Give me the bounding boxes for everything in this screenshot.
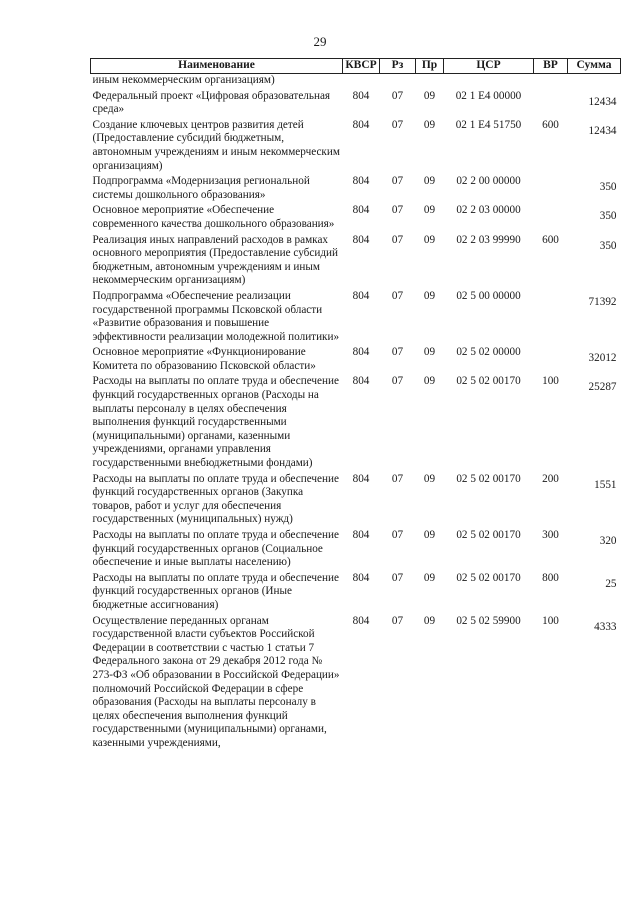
- row-csr: 02 2 03 00000: [456, 204, 521, 217]
- table-row: [91, 204, 621, 233]
- row-sum-value: 350: [599, 181, 617, 194]
- row-csr: 02 5 02 00170: [456, 472, 521, 485]
- row-name: Основное мероприятие «Функционирование Комитета по образованию Псковской области»: [92, 346, 316, 372]
- table-header: [91, 59, 621, 74]
- row-kvsr: 804: [352, 529, 370, 541]
- row-name: иным некоммерческим организациям): [92, 74, 275, 86]
- row-vr: [534, 175, 568, 204]
- row-rz: 07: [391, 472, 404, 485]
- row-pr: [416, 74, 444, 90]
- row-sum-value: 1551: [594, 478, 617, 491]
- row-vr: 100: [542, 375, 559, 388]
- table-row: [91, 119, 621, 175]
- row-pr: 09: [423, 233, 436, 246]
- row-rz: 07: [391, 175, 404, 188]
- row-kvsr: 804: [352, 571, 370, 584]
- row-csr: 02 1 Е4 00000: [455, 89, 522, 102]
- table-row: [91, 473, 621, 529]
- row-kvsr: 804: [352, 89, 370, 102]
- row-vr: [534, 204, 568, 233]
- header-csr: ЦСР: [444, 59, 534, 74]
- row-sum: [568, 375, 621, 472]
- row-vr: 800: [542, 571, 559, 584]
- row-csr: 02 5 02 00000: [456, 346, 521, 359]
- row-sum: [568, 119, 621, 175]
- row-csr: [444, 74, 534, 90]
- row-pr: 09: [423, 472, 436, 485]
- table-row: [91, 572, 621, 615]
- row-vr: [534, 346, 568, 375]
- header-sum: Сумма: [568, 59, 621, 74]
- table-body: [91, 74, 621, 753]
- row-pr: 09: [423, 614, 436, 627]
- row-csr: 02 5 02 00170: [456, 571, 521, 584]
- table-row: [91, 346, 621, 375]
- row-csr: 02 5 02 00170: [456, 375, 521, 388]
- row-vr: [534, 290, 568, 346]
- row-sum-value: 12434: [588, 124, 617, 137]
- row-sum: [568, 346, 621, 375]
- row-vr: 600: [542, 118, 559, 131]
- row-name: Расходы на выплаты по оплате труда и обеспечение функций государственных органов (Расходы на выплаты персоналу в целях обеспечения выполнения функций государственными (муниципальными) органами, казенными учреждениями, органами управления государственными внебюджетными фондами): [92, 375, 339, 470]
- row-kvsr: [343, 74, 380, 90]
- table-row: [91, 615, 621, 753]
- row-sum: [568, 74, 621, 90]
- row-rz: 07: [391, 118, 404, 131]
- row-rz: [380, 74, 416, 90]
- row-rz: 07: [391, 289, 404, 302]
- row-name: Расходы на выплаты по оплате труда и обеспечение функций государственных органов (Закупка товаров, работ и услуг для обеспечения государственных (муниципальных) нужд): [92, 472, 339, 526]
- budget-table: [90, 58, 621, 753]
- row-name: Реализация иных направлений расходов в рамках основного мероприятия (Предоставление субсидий бюджетным, автономным учреждениям и иным некоммерческим организациям): [92, 233, 338, 287]
- row-name: Осуществление переданных органам государственной власти субъектов Российской Федерации в соответствии с частью 1 статьи 7 Федерального закона от 29 декабря 2012 года № 273-ФЗ «Об образовании в Российской Федерации» полномочий Российской Федерации в сфере образования (Расходы на выплаты персоналу в целях обеспечения выполнения функций государственными (муниципальными) органами, казенными учреждениями,: [92, 614, 340, 749]
- table-row: [91, 375, 621, 472]
- row-kvsr: 804: [352, 289, 370, 302]
- row-sum-value: 32012: [588, 352, 617, 365]
- row-csr: 02 1 Е4 51750: [455, 118, 522, 131]
- row-kvsr: 804: [352, 375, 370, 388]
- row-name: Создание ключевых центров развития детей (Предоставление субсидий бюджетным, автономным учреждениям и иным некоммерческим организациям): [92, 118, 340, 172]
- row-kvsr: 804: [352, 614, 370, 627]
- table-row: [91, 175, 621, 204]
- row-vr: [534, 74, 568, 90]
- row-kvsr: 804: [352, 233, 370, 246]
- row-name: Федеральный проект «Цифровая образовательная среда»: [92, 89, 331, 116]
- row-vr: 600: [542, 233, 559, 246]
- row-csr: 02 5 02 59900: [456, 614, 521, 627]
- row-sum: [568, 90, 621, 119]
- row-kvsr: 804: [352, 346, 370, 359]
- row-rz: 07: [391, 571, 404, 584]
- row-kvsr: 804: [352, 204, 370, 217]
- row-pr: 09: [423, 346, 436, 359]
- row-rz: 07: [391, 346, 404, 359]
- page-number: 29: [313, 34, 327, 49]
- table-row: [91, 529, 621, 572]
- row-name: Подпрограмма «Модернизация региональной системы дошкольного образования»: [92, 175, 310, 201]
- row-sum: [568, 615, 621, 753]
- table-row: [91, 90, 621, 119]
- row-sum: [568, 234, 621, 290]
- row-sum: [568, 290, 621, 346]
- row-sum: [568, 572, 621, 615]
- row-rz: 07: [391, 233, 404, 246]
- row-vr: 100: [542, 614, 559, 627]
- row-rz: 07: [391, 529, 404, 541]
- row-sum: [568, 473, 621, 529]
- header-pr: Пр: [416, 59, 444, 74]
- row-rz: 07: [391, 375, 404, 388]
- row-name: Расходы на выплаты по оплате труда и обеспечение функций государственных органов (Иные бюджетные ассигнования): [92, 571, 339, 611]
- row-kvsr: 804: [352, 472, 370, 485]
- row-pr: 09: [423, 529, 436, 541]
- header-vr: ВР: [534, 59, 568, 74]
- row-sum-value: 25: [605, 577, 617, 590]
- row-sum: [568, 529, 621, 572]
- table-row: [91, 74, 621, 90]
- table-row: [91, 290, 621, 346]
- row-pr: 09: [423, 89, 436, 102]
- row-name: Расходы на выплаты по оплате труда и обеспечение функций государственных органов (Социальное обеспечение и иные выплаты населению): [92, 529, 339, 569]
- row-pr: 09: [423, 571, 436, 584]
- row-pr: 09: [423, 175, 436, 188]
- row-vr: [534, 90, 568, 119]
- row-rz: 07: [391, 204, 404, 217]
- row-sum-value: 25287: [588, 381, 617, 394]
- row-pr: 09: [423, 118, 436, 131]
- row-name: Основное мероприятие «Обеспечение современного качества дошкольного образования»: [92, 204, 335, 230]
- row-sum-value: 350: [599, 210, 617, 223]
- row-sum-value: 320: [599, 535, 617, 547]
- row-rz: 07: [391, 89, 404, 102]
- header-kvsr: КВСР: [343, 59, 380, 74]
- row-csr: 02 2 03 99990: [456, 233, 521, 246]
- row-pr: 09: [423, 204, 436, 217]
- row-pr: 09: [423, 375, 436, 388]
- row-pr: 09: [423, 289, 436, 302]
- table-row: [91, 234, 621, 290]
- row-sum-value: 12434: [588, 95, 617, 108]
- row-csr: 02 2 00 00000: [456, 175, 521, 188]
- row-name: Подпрограмма «Обеспечение реализации государственной программы Псковской области «Развитие образования и повышение эффективности реализации молодежной политики»: [92, 289, 340, 343]
- row-kvsr: 804: [352, 175, 370, 188]
- row-vr: 300: [542, 529, 559, 541]
- row-sum-value: 71392: [588, 295, 617, 308]
- row-vr: 200: [542, 472, 559, 485]
- row-kvsr: 804: [352, 118, 370, 131]
- row-sum-value: 4333: [594, 620, 617, 633]
- row-sum-value: 350: [599, 239, 617, 252]
- row-csr: 02 5 02 00170: [456, 529, 521, 541]
- row-sum: [568, 175, 621, 204]
- header-name: Наименование: [91, 59, 343, 74]
- header-rz: Рз: [380, 59, 416, 74]
- row-sum: [568, 204, 621, 233]
- row-csr: 02 5 00 00000: [456, 289, 521, 302]
- row-rz: 07: [391, 614, 404, 627]
